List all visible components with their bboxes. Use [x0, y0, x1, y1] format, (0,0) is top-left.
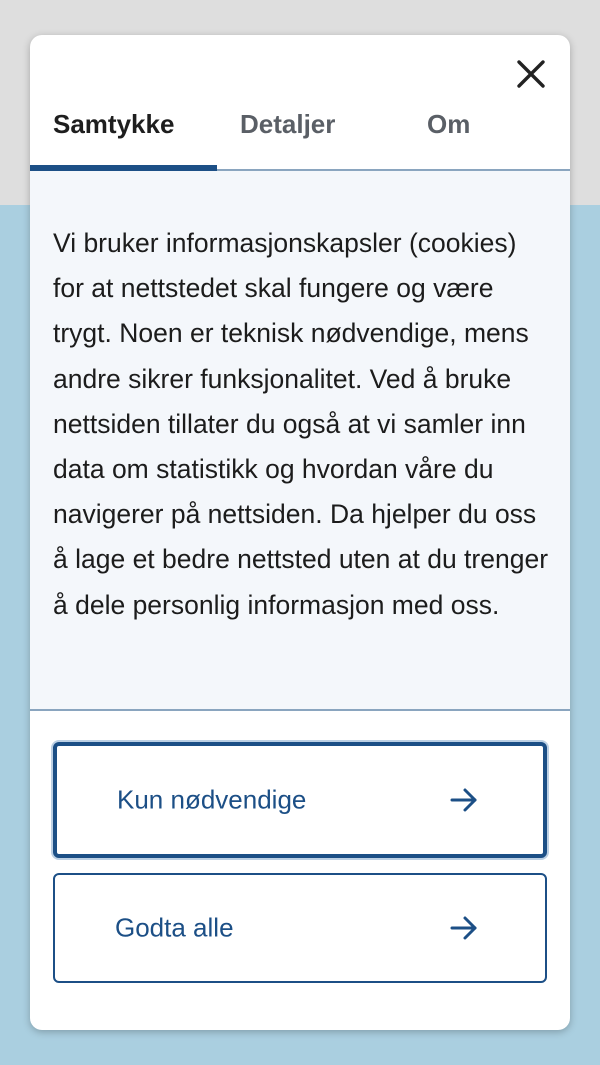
cookie-consent-dialog [30, 35, 570, 1030]
arrow-right-icon [449, 785, 479, 815]
accept-all-button[interactable] [53, 873, 547, 983]
close-icon [514, 57, 548, 91]
close-button[interactable] [514, 57, 548, 91]
accept-all-label: Godta alle [115, 912, 234, 943]
tab-detaljer[interactable]: Detaljer [240, 109, 336, 139]
only-necessary-button[interactable] [53, 742, 547, 858]
tab-om[interactable]: Om [427, 109, 471, 139]
consent-text-panel [30, 171, 570, 711]
only-necessary-label: Kun nødvendige [117, 784, 307, 815]
consent-description: Vi bruker informasjonskapsler (cookies) for at nettstedet skal fungere og være trygt. Noen er teknisk nødvendige, mens andre sikrer funksjonalitet. Ved å bruke nettsiden tillater du også at vi samler inn data om statistikk og hvordan våre du navigerer på nettsiden. Da hjelper du oss å lage et bedre nettsted uten at du trenger å dele personlig informasjon med oss. [53, 228, 549, 620]
tab-bar [30, 95, 570, 171]
tab-samtykke[interactable]: Samtykke [53, 109, 175, 139]
arrow-right-icon [449, 913, 479, 943]
